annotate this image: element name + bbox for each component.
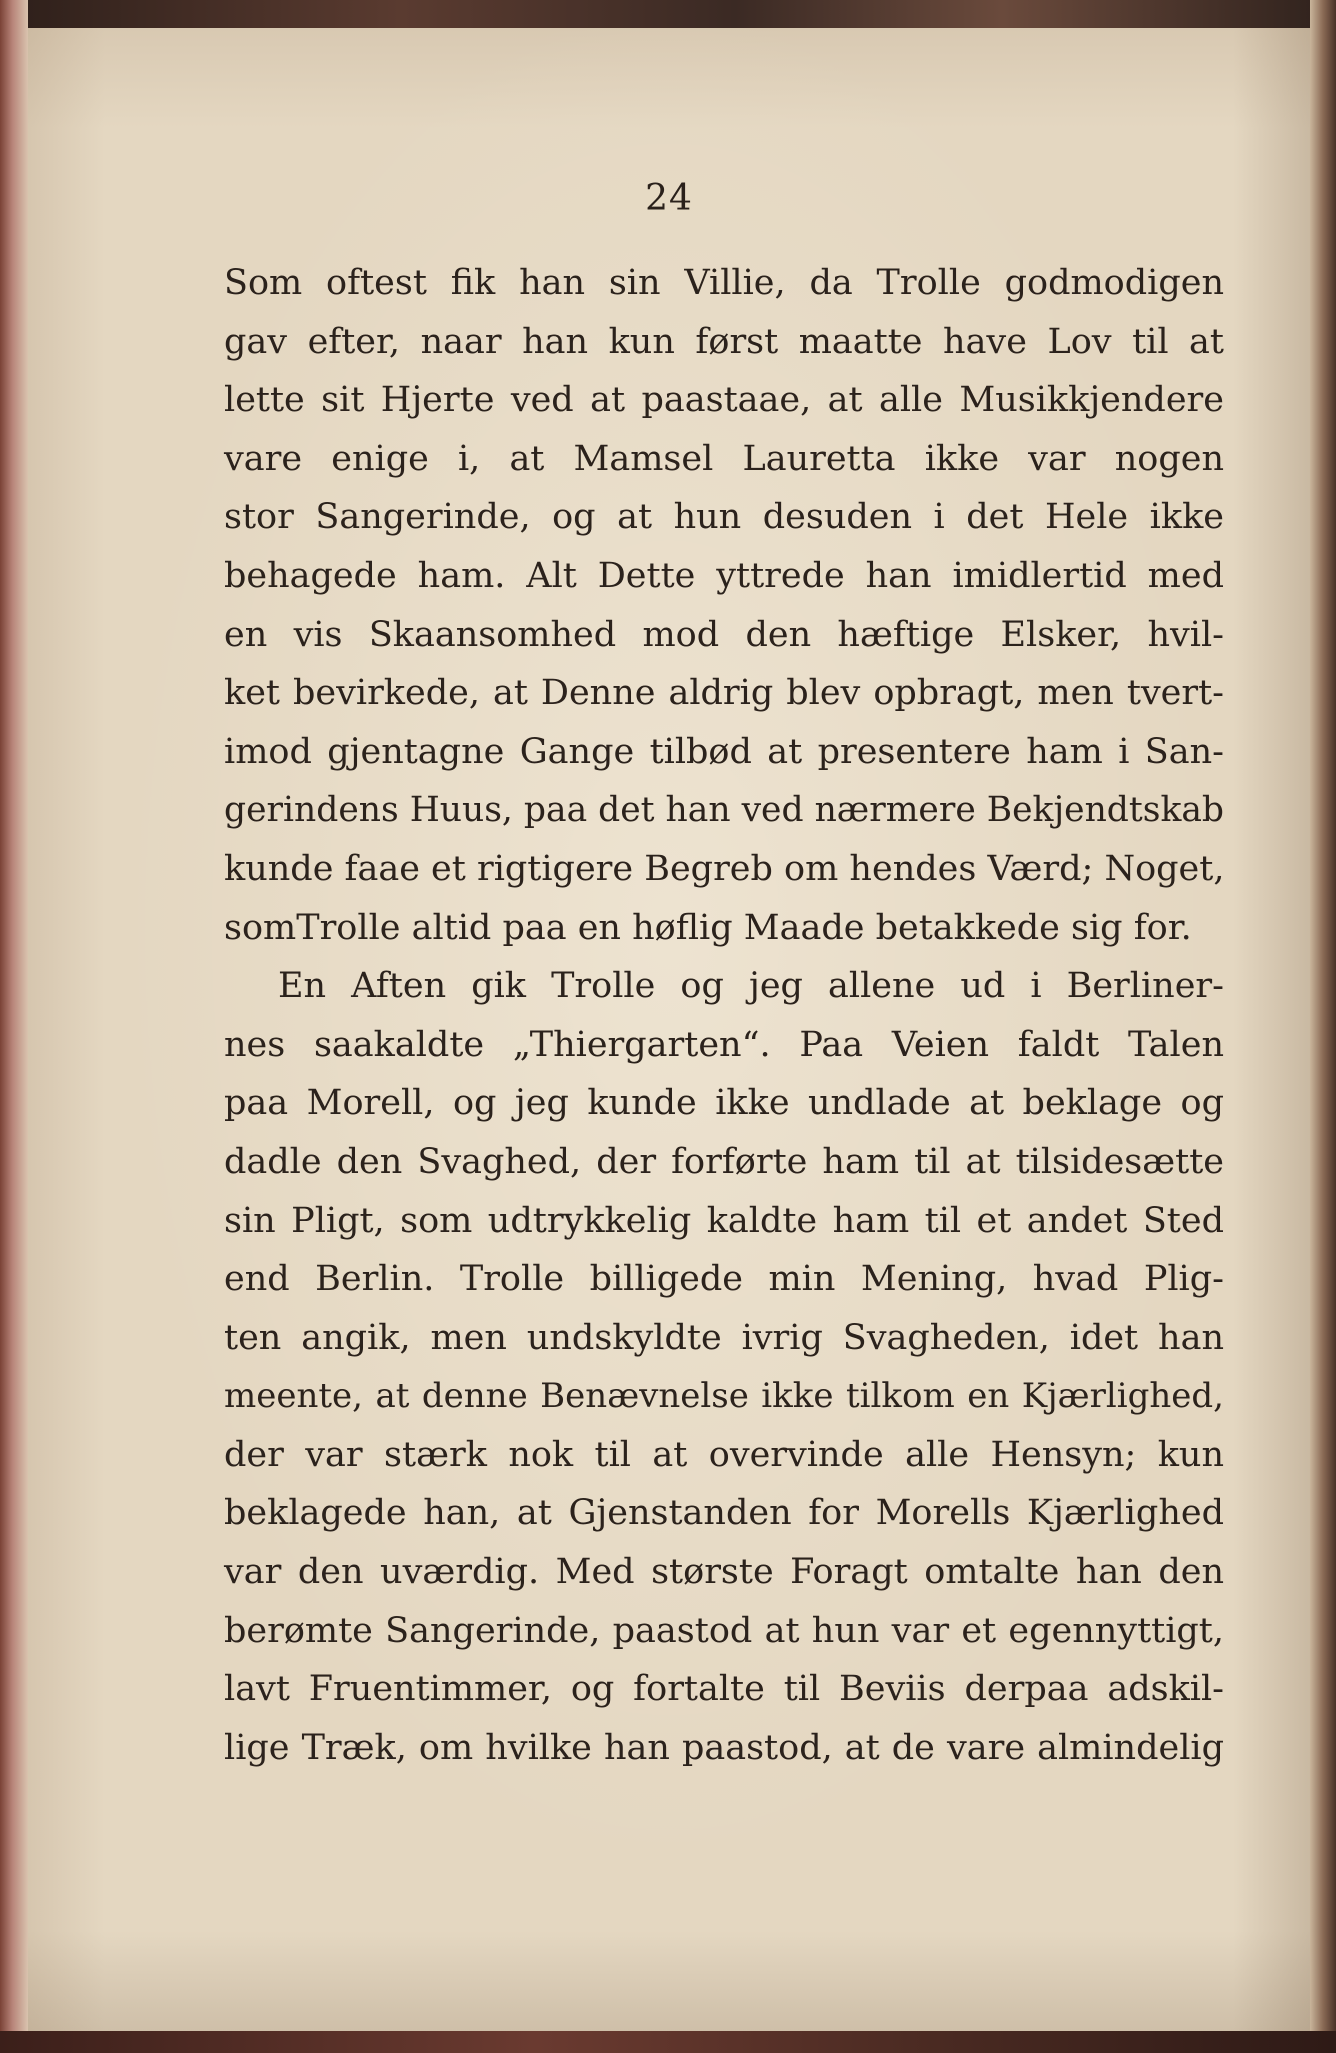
text-line: dadle den Svaghed, der forførte ham til at tilsidesætte — [224, 1141, 1224, 1182]
text-line: paa Morell, og jeg kunde ikke undlade at beklage og — [224, 1083, 1224, 1124]
text-line: behagede ham. Alt Dette yttrede han imidlertid med — [224, 555, 1224, 596]
text-line: var den uværdig. Med største Foragt omtalte han den — [224, 1552, 1224, 1593]
text-line: en vis Skaansomhed mod den hæftige Elsker, hvil- — [224, 614, 1224, 655]
text-line: lette sit Hjerte ved at paastaae, at alle Musikkjendere — [224, 380, 1224, 421]
text-line: der var stærk nok til at overvinde alle Hensyn; kun — [224, 1434, 1224, 1475]
text-line: gav efter, naar han kun først maatte have Lov til at — [224, 321, 1224, 362]
text-line: gerindens Huus, paa det han ved nærmere Bekjendtskab — [224, 790, 1224, 831]
text-line: ten angik, men undskyldte ivrig Svagheden, idet han — [224, 1317, 1224, 1358]
text-line: En Aften gik Trolle og jeg allene ud i Berliner- — [278, 966, 1224, 1007]
book-bottom-edge — [0, 2031, 1336, 2053]
text-line: imod gjentagne Gange tilbød at presentere ham i San- — [224, 731, 1224, 772]
text-line: stor Sangerinde, og at hun desuden i det Hele ikke — [224, 497, 1224, 538]
text-line: lavt Fruentimmer, og fortalte til Beviis derpaa adskil- — [224, 1669, 1224, 1710]
text-line: berømte Sangerinde, paastod at hun var et egennyttigt, — [224, 1610, 1224, 1651]
text-line: end Berlin. Trolle billigede min Mening, hvad Plig- — [224, 1259, 1224, 1300]
text-line: lige Træk, om hvilke han paastod, at de vare almindelig — [224, 1727, 1224, 1768]
text-line: ket bevirkede, at Denne aldrig blev opbragt, men tvert- — [224, 673, 1224, 714]
book-fore-edge — [1310, 0, 1336, 2053]
page-number: 24 — [645, 178, 693, 219]
text-line: nes saakaldte „Thiergarten“. Paa Veien faldt Talen — [224, 1024, 1224, 1065]
text-line: somTrolle altid paa en høflig Maade betakkede sig for. — [224, 907, 1192, 948]
text-line: beklagede han, at Gjenstanden for Morells Kjærlighed — [224, 1493, 1224, 1534]
text-line: kunde faae et rigtigere Begreb om hendes Værd; Noget, — [224, 848, 1225, 889]
text-line: sin Pligt, som udtrykkelig kaldte ham til et andet Sted — [224, 1200, 1224, 1241]
text-line: Som oftest fik han sin Villie, da Trolle godmodigen — [224, 263, 1224, 303]
book-spine-edge — [0, 0, 28, 2053]
book-page — [28, 28, 1310, 2031]
body-text — [224, 254, 1224, 1777]
text-line: meente, at denne Benævnelse ikke tilkom en Kjærlighed, — [224, 1376, 1224, 1417]
text-line: vare enige i, at Mamsel Lauretta ikke var nogen — [224, 438, 1224, 479]
